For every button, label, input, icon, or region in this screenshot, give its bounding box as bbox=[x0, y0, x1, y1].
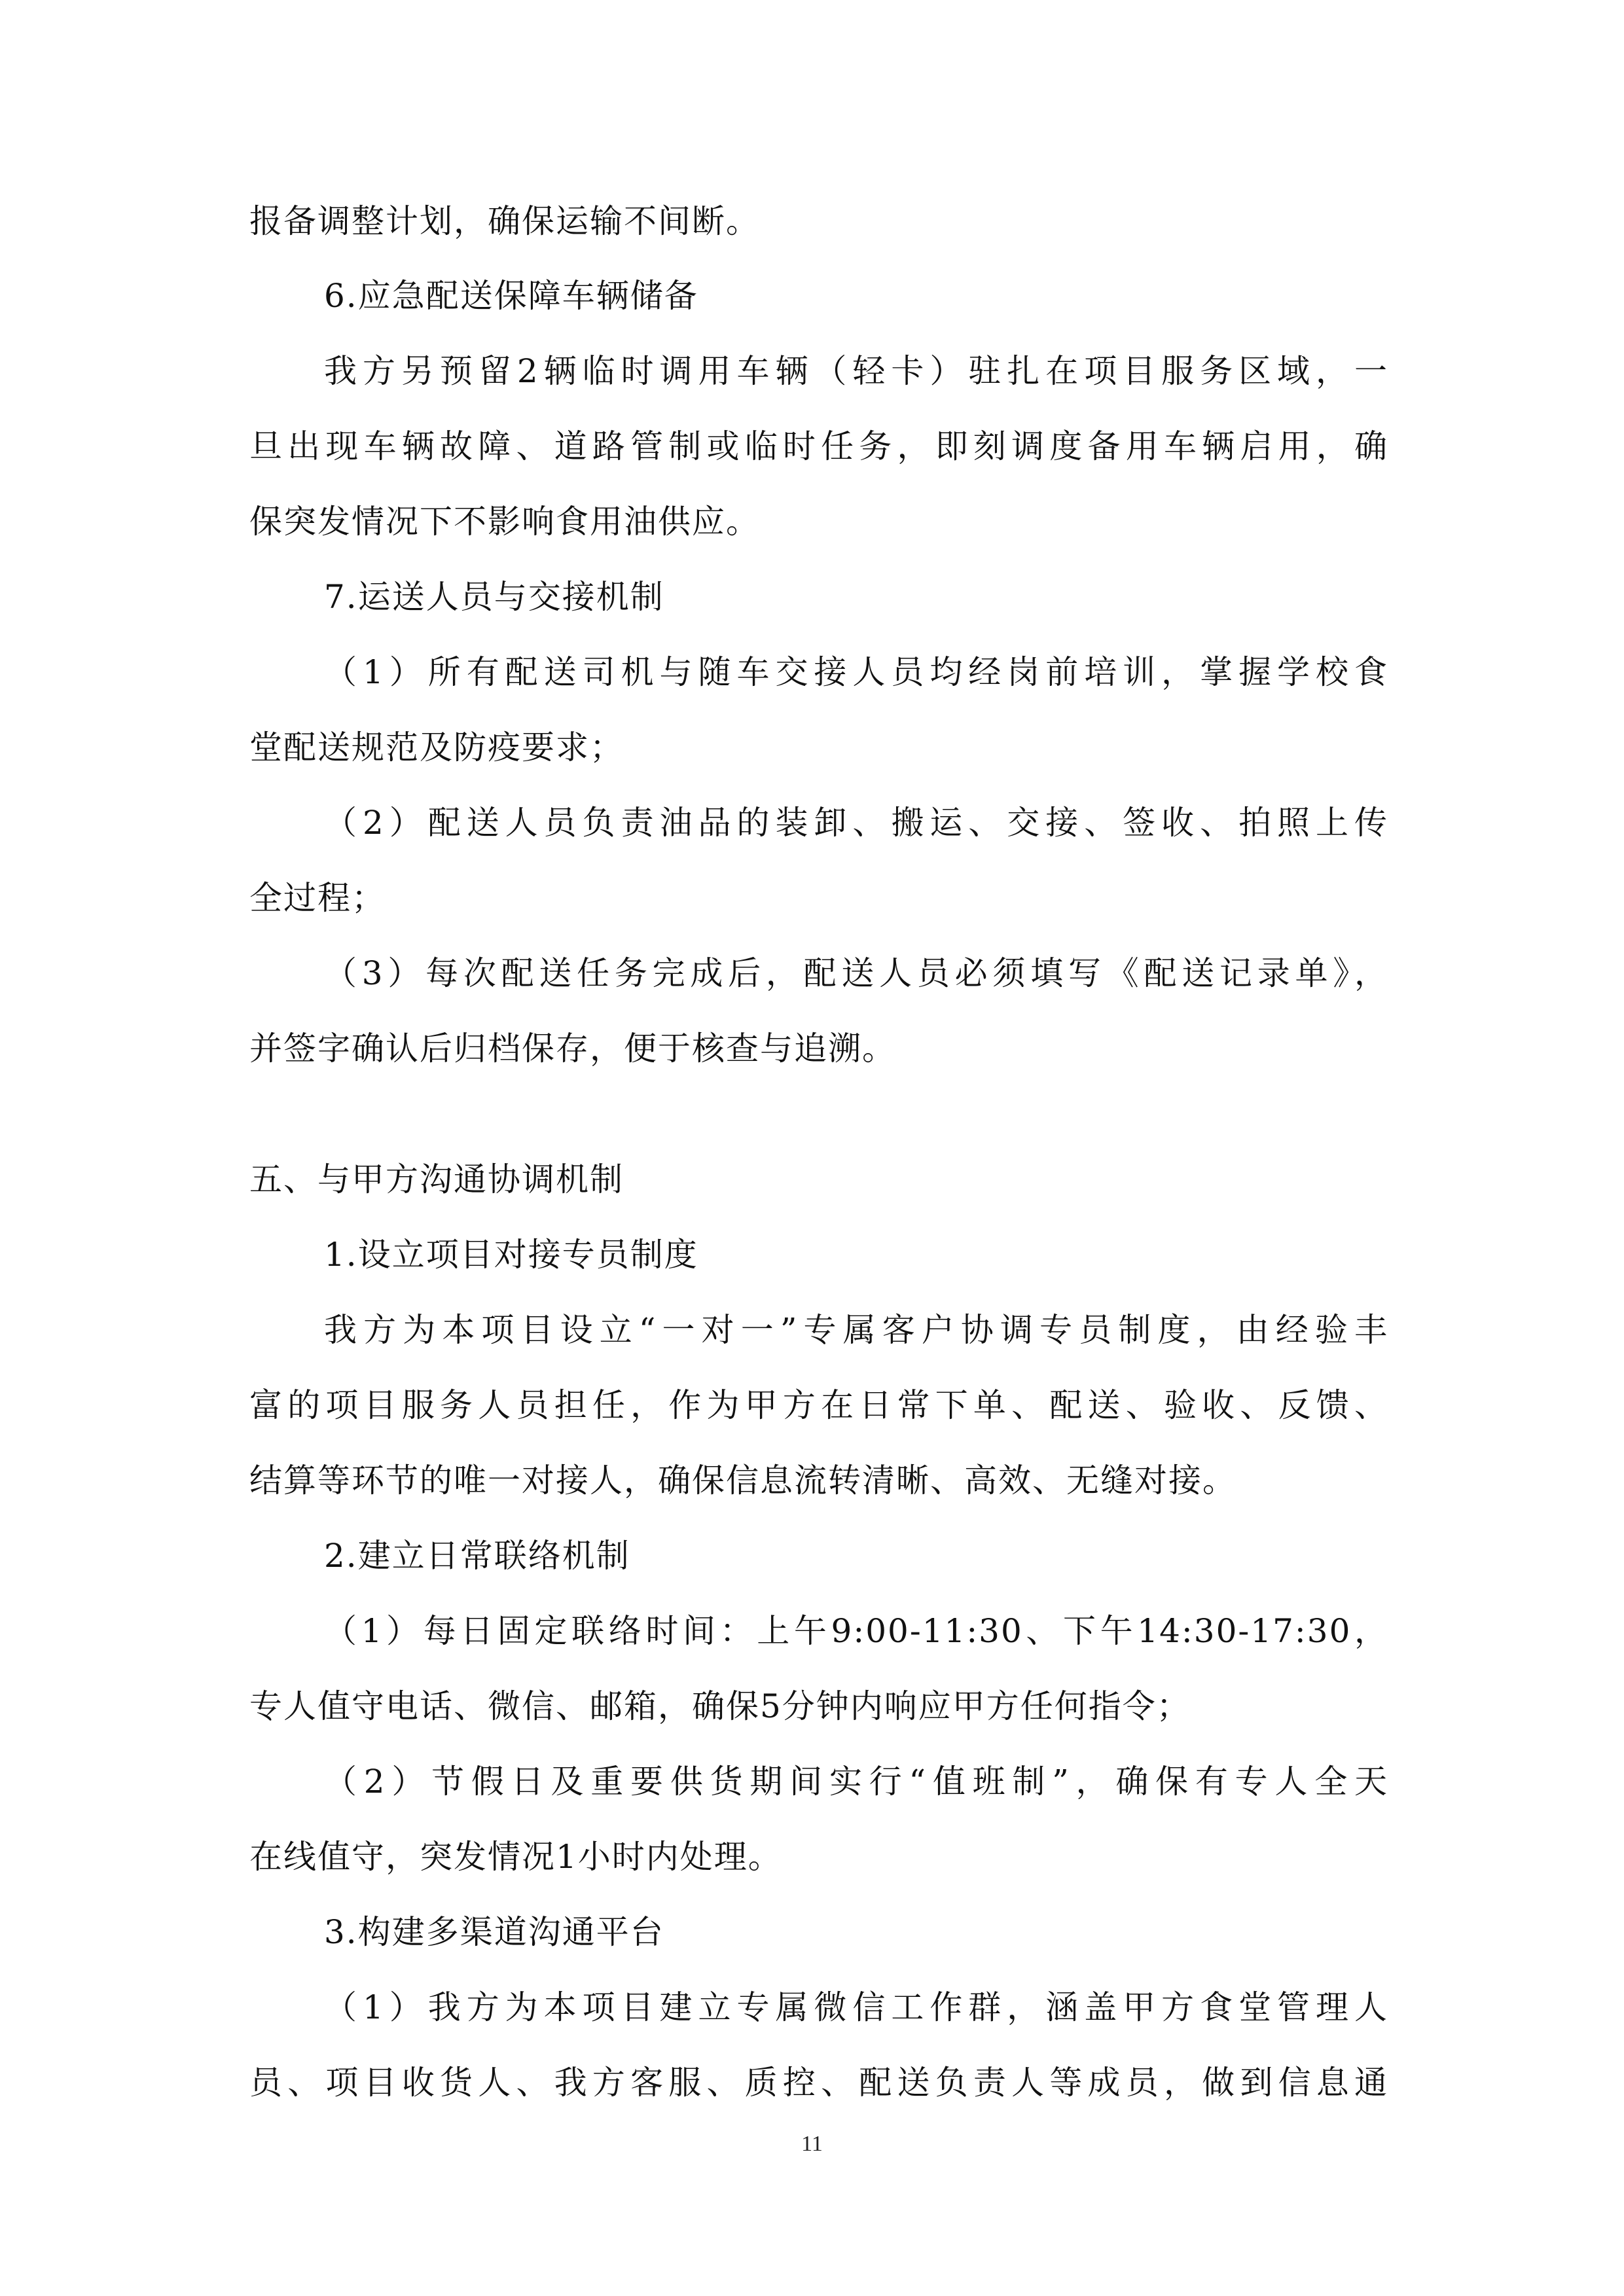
paragraph-line: 员、项目收货人、我方客服、质控、配送负责人等成员，做到信息通 bbox=[249, 2064, 1388, 2102]
paragraph-line: （2）配送人员负责油品的装卸、搬运、交接、签收、拍照上传 bbox=[324, 804, 1388, 842]
paragraph-line: 我方另预留2辆临时调用车辆（轻卡）驻扎在项目服务区域，一 bbox=[324, 352, 1388, 390]
subheading: 6.应急配送保障车辆储备 bbox=[324, 277, 698, 315]
paragraph-line: 全过程； bbox=[249, 879, 386, 917]
paragraph-line: 堂配送规范及防疫要求； bbox=[249, 728, 624, 766]
paragraph-line: 专人值守电话、微信、邮箱，确保5分钟内响应甲方任何指令； bbox=[249, 1687, 1191, 1725]
subheading: 3.构建多渠道沟通平台 bbox=[324, 1913, 664, 1951]
paragraph-line: 并签字确认后归档保存，便于核查与追溯。 bbox=[249, 1030, 896, 1067]
paragraph-line: （2）节假日及重要供货期间实行“值班制”，确保有专人全天 bbox=[324, 1763, 1388, 1801]
subheading: 1.设立项目对接专员制度 bbox=[324, 1236, 698, 1274]
paragraph-line: （1）所有配送司机与随车交接人员均经岗前培训，掌握学校食 bbox=[324, 653, 1388, 691]
subheading: 7.运送人员与交接机制 bbox=[324, 578, 664, 616]
paragraph-line: 我方为本项目设立“一对一”专属客户协调专员制度，由经验丰 bbox=[324, 1311, 1388, 1349]
paragraph-line: （1）我方为本项目建立专属微信工作群，涵盖甲方食堂管理人 bbox=[324, 1988, 1388, 2026]
page-number: 11 bbox=[801, 2132, 823, 2156]
paragraph-line: 结算等环节的唯一对接人，确保信息流转清晰、高效、无缝对接。 bbox=[249, 1462, 1236, 1499]
paragraph-line: 旦出现车辆故障、道路管制或临时任务，即刻调度备用车辆启用，确 bbox=[249, 427, 1388, 465]
paragraph-line: 富的项目服务人员担任，作为甲方在日常下单、配送、验收、反馈、 bbox=[249, 1386, 1388, 1424]
paragraph-line: （3）每次配送任务完成后，配送人员必须填写《配送记录单》， bbox=[324, 954, 1388, 992]
paragraph-line: 保突发情况下不影响食用油供应。 bbox=[249, 503, 760, 541]
paragraph-line: 在线值守，突发情况1小时内处理。 bbox=[249, 1838, 782, 1876]
subheading: 2.建立日常联络机制 bbox=[324, 1537, 630, 1575]
section-heading: 五、与甲方沟通协调机制 bbox=[249, 1160, 624, 1198]
paragraph-line: 报备调整计划，确保运输不间断。 bbox=[249, 202, 760, 240]
paragraph-line: （1）每日固定联络时间：上午9:00-11:30、下午14:30-17:30， bbox=[324, 1612, 1388, 1650]
